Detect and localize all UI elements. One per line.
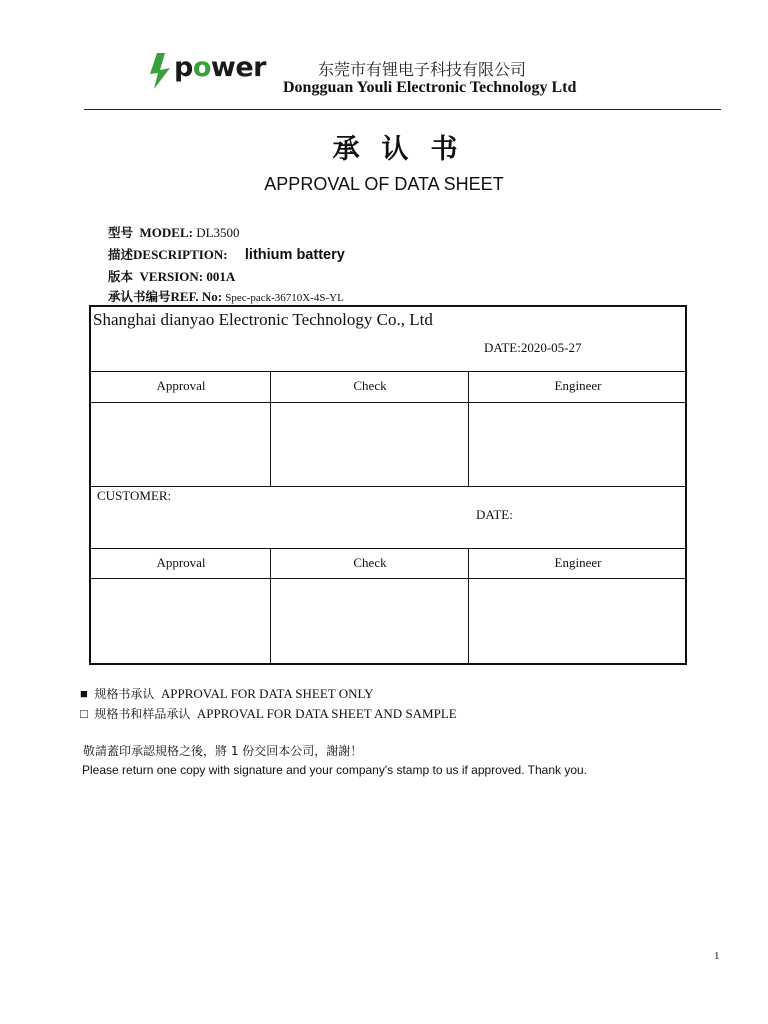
customer-label: CUSTOMER: xyxy=(97,488,172,503)
company-name-cn: 东莞市有锂电子科技有限公司 xyxy=(318,60,527,79)
empty-square-icon: □ xyxy=(80,706,88,721)
table-col-divider xyxy=(468,371,469,486)
return-note-en: Please return one copy with signature and your company's stamp to us if approved. Thank you. xyxy=(82,763,588,777)
table-rule xyxy=(91,371,685,372)
lightning-bolt-icon xyxy=(148,52,174,90)
version-value: 001A xyxy=(206,269,236,284)
model-field: 型号 MODEL: DL3500 xyxy=(108,225,240,240)
ref-value: Spec-pack-36710X-4S-YL xyxy=(225,292,344,304)
page-number: 1 xyxy=(714,950,720,962)
document-title-cn: 承认书 xyxy=(332,134,480,165)
description-value: lithium battery xyxy=(244,247,345,263)
logo-wordmark: power xyxy=(174,52,266,83)
table-col-divider xyxy=(270,371,271,486)
option-data-sheet-and-sample: □ 规格书和样品承认 APPROVAL FOR DATA SHEET AND SAMPLE xyxy=(80,706,457,721)
supplier-engineer-header: Engineer xyxy=(554,378,602,393)
table-rule xyxy=(91,548,685,549)
customer-date: DATE: xyxy=(476,507,513,522)
supplier-check-header: Check xyxy=(353,378,387,393)
filled-square-icon: ■ xyxy=(80,686,88,701)
header-divider xyxy=(84,109,721,110)
approval-table xyxy=(89,305,687,665)
company-logo xyxy=(148,52,273,90)
return-note-cn: 敬請蓋印承認規格之後，將 1 份交回本公司，謝謝！ xyxy=(83,744,363,758)
table-rule xyxy=(91,486,685,487)
supplier-date: DATE:2020-05-27 xyxy=(484,340,582,355)
customer-approval-header: Approval xyxy=(156,555,206,570)
table-rule xyxy=(91,578,685,579)
table-col-divider xyxy=(468,548,469,665)
table-rule xyxy=(91,402,685,403)
supplier-approval-header: Approval xyxy=(156,378,206,393)
supplier-name: Shanghai dianyao Electronic Technology Co., Ltd xyxy=(93,310,433,329)
company-name-en: Dongguan Youli Electronic Technology Ltd xyxy=(283,79,577,96)
model-value: DL3500 xyxy=(196,225,240,240)
ref-field: 承认书编号REF. No: Spec-pack-36710X-4S-YL xyxy=(108,289,344,304)
option-data-sheet-only: ■ 规格书承认 APPROVAL FOR DATA SHEET ONLY xyxy=(80,686,374,701)
table-col-divider xyxy=(270,548,271,665)
document-title-en: APPROVAL OF DATA SHEET xyxy=(264,174,504,194)
customer-check-header: Check xyxy=(353,555,387,570)
version-field: 版本 VERSION: 001A xyxy=(108,269,236,284)
description-field: 描述DESCRIPTION: lithium battery xyxy=(108,247,345,263)
customer-engineer-header: Engineer xyxy=(554,555,602,570)
